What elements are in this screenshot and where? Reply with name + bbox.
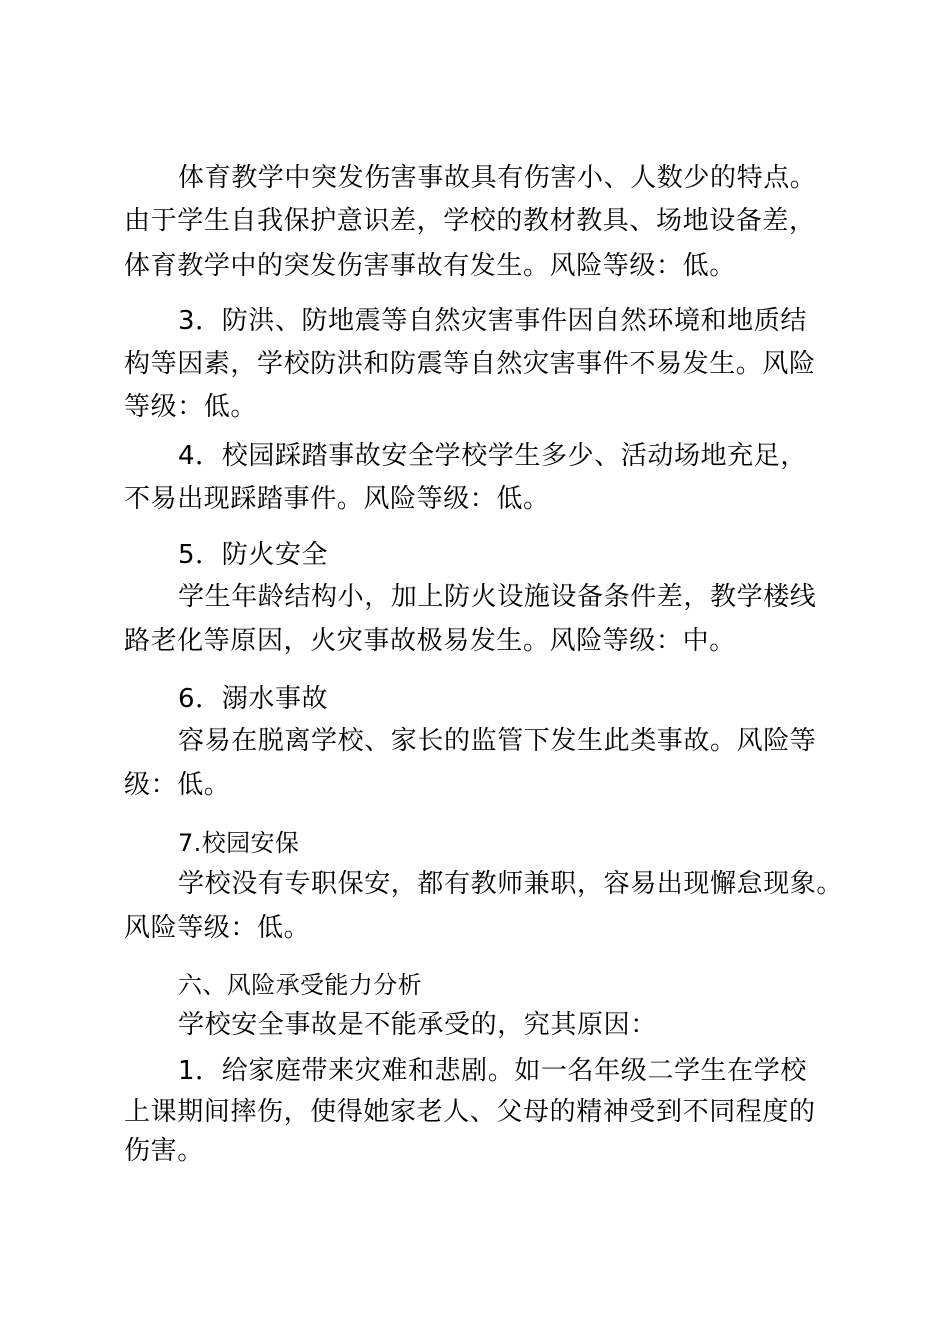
text-line: 学校没有专职保安，都有教师兼职，容易出现懈怠现象。 — [178, 869, 844, 899]
text-line: 构等因素，学校防洪和防震等自然灾害事件不易发生。风险 — [124, 349, 816, 379]
section-heading: 6．溺水事故 — [178, 684, 329, 714]
text-line: 等级：低。 — [124, 392, 258, 422]
text-line: 学生年龄结构小，加上防火设施设备条件差，教学楼线 — [178, 582, 817, 612]
text-line: 1．给家庭带来灾难和悲剧。如一名年级二学生在学校 — [178, 1056, 807, 1086]
text-line: 体育教学中突发伤害事故具有伤害小、人数少的特点。 — [178, 163, 817, 193]
text-line: 风险等级：低。 — [124, 913, 311, 943]
text-line: 容易在脱离学校、家长的监管下发生此类事故。风险等 — [178, 726, 817, 756]
text-line: 3．防洪、防地震等自然灾害事件因自然环境和地质结 — [178, 306, 807, 336]
text-line: 级：低。 — [124, 770, 231, 800]
text-line: 不易出现踩踏事件。风险等级：低。 — [124, 484, 550, 514]
text-line: 由于学生自我保护意识差，学校的教材教具、场地设备差， — [124, 206, 816, 236]
text-line: 伤害。 — [124, 1136, 204, 1166]
text-line: 体育教学中的突发伤害事故有发生。风险等级：低。 — [124, 251, 736, 281]
text-line: 学校安全事故是不能承受的，究其原因： — [178, 1010, 657, 1040]
text-line: 4．校园踩踏事故安全学校学生多少、活动场地充足， — [178, 441, 807, 471]
section-heading: 六、风险承受能力分析 — [178, 971, 422, 999]
text-line: 路老化等原因，火灾事故极易发生。风险等级：中。 — [124, 626, 736, 656]
section-heading: 7.校园安保 — [178, 829, 300, 857]
text-line: 上课期间摔伤，使得她家老人、父母的精神受到不同程度的 — [124, 1097, 816, 1127]
section-heading: 5．防火安全 — [178, 540, 329, 570]
